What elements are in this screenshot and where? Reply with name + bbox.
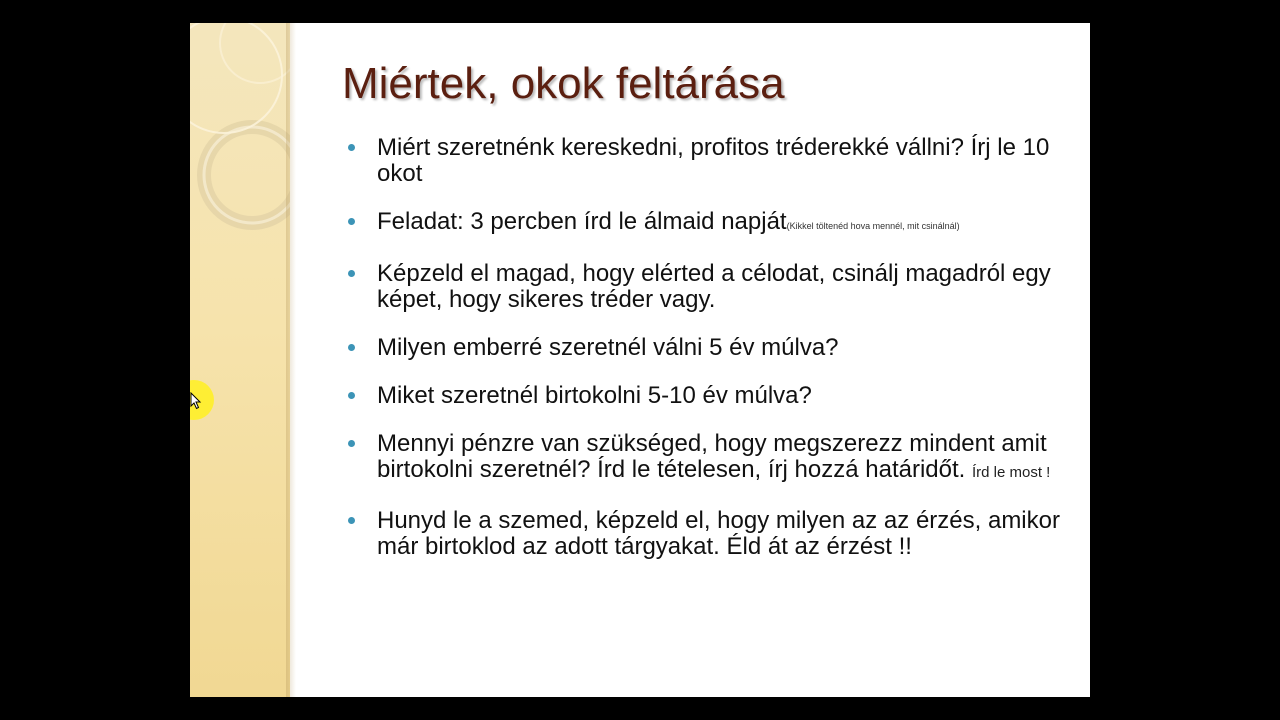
bullet-dot-icon [348,344,355,351]
slide [190,23,1090,697]
side-band-shadow [286,23,296,697]
bullet-text: Hunyd le a szemed, képzeld el, hogy milyen az az érzés, amikor már birtoklod az adott tárgyakat. Éld át az érzést !! [377,507,1060,560]
bullet-text: Miket szeretnél birtokolni 5-10 év múlva? [377,382,812,409]
bullet-item [348,335,1068,361]
bullet-text: Képzeld el magad, hogy elérted a célodat, csinálj magadról egy képet, hogy sikeres tréder vagy. [377,260,1051,313]
decorative-side-band [190,23,290,697]
bullet-item [348,261,1068,313]
bullet-item [348,431,1068,486]
mouse-cursor-icon [190,392,202,410]
bullet-note: (Kikkel töltenéd hova mennél, mit csinálnál) [786,221,960,231]
bullet-text: Feladat: 3 percben írd le álmaid napját [377,208,787,235]
bullet-item [348,383,1068,409]
bullet-dot-icon [348,144,355,151]
bullet-text: Miért szeretnénk kereskedni, profitos tréderekké vállni? Írj le 10 okot [377,134,1050,187]
bullet-item [348,135,1068,187]
bullet-dot-icon [348,270,355,277]
bullet-dot-icon [348,392,355,399]
bullet-dot-icon [348,440,355,447]
bullet-text: Milyen emberré szeretnél válni 5 év múlva? [377,334,839,361]
slide-title: Miértek, okok feltárása [342,59,785,108]
bullet-note: Írd le most ! [972,464,1051,481]
bullet-dot-icon [348,517,355,524]
bullet-list [348,135,1068,582]
bullet-dot-icon [348,218,355,225]
bullet-item [348,209,1068,239]
bullet-text: Mennyi pénzre van szükséged, hogy megszerezz mindent amit birtokolni szeretnél? Írd le tételesen, írj hozzá határidőt. [377,430,1047,483]
bullet-item [348,508,1068,560]
decorative-circles [190,23,290,697]
